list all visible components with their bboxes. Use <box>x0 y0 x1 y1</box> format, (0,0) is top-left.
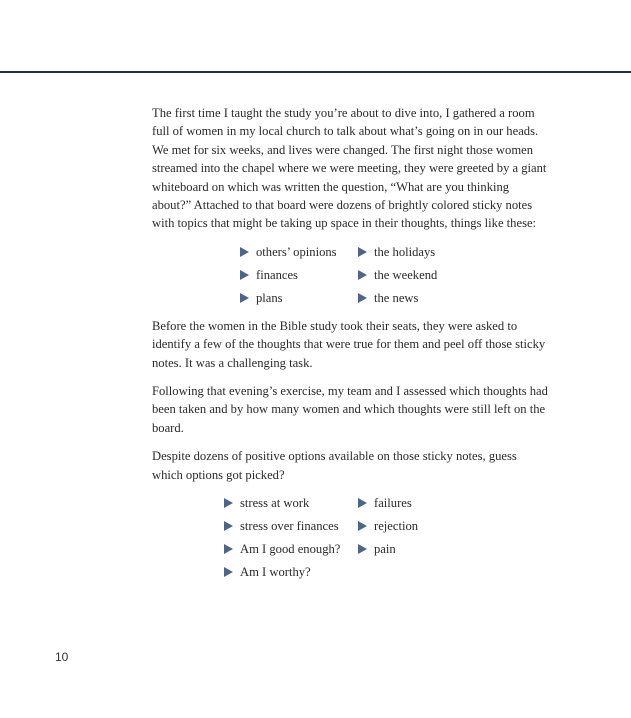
triangle-right-icon <box>358 247 367 257</box>
triangle-right-icon <box>224 521 233 531</box>
list-item <box>240 266 358 284</box>
list-item <box>358 517 508 535</box>
list-item-text: the holidays <box>374 244 436 259</box>
list-item-text: rejection <box>374 519 419 534</box>
triangle-right-icon <box>358 270 367 280</box>
topic-list-2 <box>224 494 550 581</box>
list-item-text: stress over finances <box>240 519 339 534</box>
topic-list-1 <box>240 243 550 307</box>
list-item <box>358 266 498 284</box>
paragraph-3: Following that evening’s exercise, my team and I assessed which thoughts had been taken and by how many women and which thoughts were still left on the board. <box>152 384 548 435</box>
triangle-right-icon <box>358 521 367 531</box>
header-rule <box>0 71 631 73</box>
list-item-text: the weekend <box>374 267 438 282</box>
list-item <box>240 289 358 307</box>
paragraph-1: The first time I taught the study you’re about to dive into, I gathered a room full of women in my local church to talk about what’s going on in our heads. We met for six weeks, and lives were changed. The first night those women streamed into the chapel where we were meeting, they were greeted by a giant whiteboard on which was written the question, “What are you thinking about?” Attached to that board were dozens of brightly colored sticky notes with topics that might be taking up space in their thoughts, things like these: <box>152 106 547 231</box>
triangle-right-icon <box>358 544 367 554</box>
list-item-text: failures <box>374 496 412 511</box>
list-item-text: the news <box>374 290 419 305</box>
triangle-right-icon <box>240 247 249 257</box>
body-column <box>152 104 550 591</box>
list-item-text: Am I worthy? <box>240 565 311 580</box>
paragraph-4: Despite dozens of positive options available on those sticky notes, guess which options got picked? <box>152 449 517 482</box>
triangle-right-icon <box>240 270 249 280</box>
list-item <box>240 243 358 261</box>
page-number: 10 <box>55 650 69 664</box>
list-item <box>358 494 508 512</box>
list-item <box>358 289 498 307</box>
list-item <box>358 243 498 261</box>
list-item-text: finances <box>256 267 298 282</box>
triangle-right-icon <box>224 544 233 554</box>
list-item-text: pain <box>374 542 396 557</box>
triangle-right-icon <box>358 498 367 508</box>
list-item-text: stress at work <box>240 496 310 511</box>
list-item <box>224 563 358 581</box>
paragraph-2: Before the women in the Bible study took their seats, they were asked to identify a few of the thoughts that were true for them and peel off those sticky notes. It was a challenging task. <box>152 318 546 370</box>
list-item <box>224 517 358 535</box>
list-item-text: others’ opinions <box>256 244 337 259</box>
triangle-right-icon <box>224 498 233 508</box>
list-item <box>358 540 508 558</box>
list-item-text: Am I good enough? <box>240 542 341 557</box>
list-item <box>224 494 358 512</box>
triangle-right-icon <box>240 293 249 303</box>
list-item <box>224 540 358 558</box>
triangle-right-icon <box>358 293 367 303</box>
triangle-right-icon <box>224 567 233 577</box>
list-item-text: plans <box>256 290 283 305</box>
